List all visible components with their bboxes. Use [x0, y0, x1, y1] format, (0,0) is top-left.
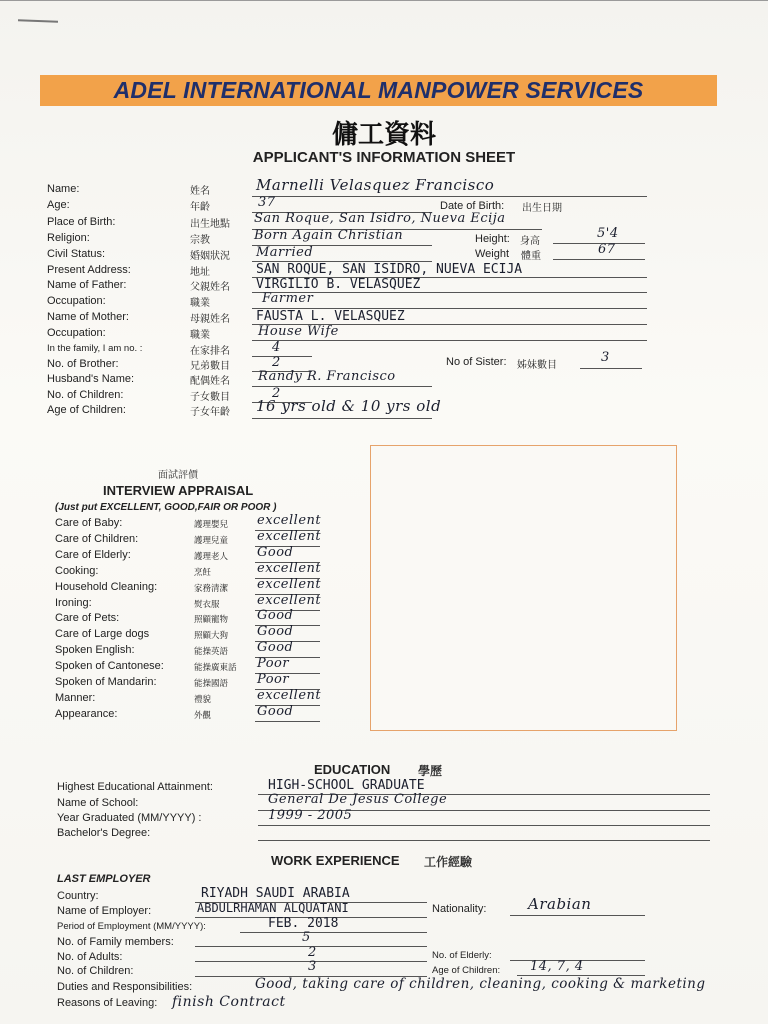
name-line: [252, 196, 647, 197]
mother-value: FAUSTA L. VELASQUEZ: [256, 309, 405, 324]
sisters-label-cn: 姊妹數目: [517, 360, 557, 371]
address-value: SAN ROQUE, SAN ISIDRO, NUEVA ECIJA: [256, 262, 523, 277]
year-label: Year Graduated (MM/YYYY) :: [57, 812, 202, 824]
height-label-cn: 身高: [520, 236, 540, 247]
father-label-cn: 父親姓名: [190, 282, 230, 293]
name-label-cn: 姓名: [190, 186, 210, 197]
father-occupation-label: Occupation:: [47, 295, 106, 307]
appraisal-label-cn: 照顧寵物: [194, 615, 229, 625]
appraisal-label-cn: 能操國語: [194, 679, 229, 689]
adults-value: 2: [308, 945, 317, 960]
husband-value: Randy R. Francisco: [258, 369, 396, 384]
education-title-cn: 學歷: [418, 764, 443, 778]
appraisal-value: Good: [257, 545, 294, 560]
children-label-cn: 子女數目: [190, 392, 230, 403]
appraisal-label-cn: 熨衣服: [194, 600, 220, 610]
appraisal-label: Appearance:: [55, 708, 118, 720]
employer-value: ABDULRHAMAN ALQUATANI: [197, 901, 349, 915]
name-value: Marnelli Velasquez Francisco: [256, 176, 495, 194]
husband-label-cn: 配偶姓名: [190, 376, 230, 387]
school-value: General De Jesus College: [268, 792, 448, 807]
adult-children-value: 3: [308, 959, 317, 974]
appraisal-value: Good: [257, 624, 294, 639]
nationality-value: Arabian: [528, 895, 592, 913]
appraisal-label-cn: 禮貌: [194, 695, 212, 705]
place-of-birth-value: San Roque, San Isidro, Nueva Ecija: [254, 211, 506, 226]
brothers-label-cn: 兄弟數目: [190, 361, 230, 372]
duties-value: Good, taking care of children, cleaning, cooking & marketing: [255, 976, 706, 992]
weight-label: Weight: [475, 248, 510, 260]
mother-occupation-line: [252, 340, 647, 341]
appraisal-value: Good: [257, 704, 294, 719]
family-rank-label-cn: 在家排名: [190, 346, 230, 357]
nationality-line: [510, 915, 645, 916]
religion-label-cn: 宗教: [190, 235, 210, 246]
sheet-title: APPLICANT'S INFORMATION SHEET: [252, 149, 516, 166]
appraisal-value: excellent: [257, 688, 322, 703]
father-label: Name of Father:: [47, 279, 127, 291]
attainment-value: HIGH-SCHOOL GRADUATE: [268, 778, 425, 793]
appraisal-label: Care of Children:: [55, 533, 139, 545]
weight-line: [553, 259, 645, 260]
appraisal-value: Good: [257, 608, 294, 623]
appraisal-label: Manner:: [55, 692, 96, 704]
work-title-cn: 工作經驗: [424, 855, 473, 869]
company-banner: ADEL INTERNATIONAL MANPOWER SERVICES: [40, 75, 717, 106]
children-label: No. of Children:: [47, 389, 124, 401]
civil-status-value: Married: [256, 245, 314, 260]
place-of-birth-label-cn: 出生地點: [190, 219, 230, 230]
age-label: Age:: [47, 199, 70, 211]
employer-children-age-value: 14, 7, 4: [530, 959, 584, 974]
appraisal-label: Care of Baby:: [55, 517, 123, 529]
appraisal-value: Poor: [257, 672, 290, 687]
appraisal-value: excellent: [257, 577, 322, 592]
appraisal-label-cn: 護理兒童: [194, 536, 229, 546]
dob-label-cn: 出生日期: [522, 203, 562, 214]
children-value: 2: [272, 386, 281, 401]
appraisal-value: Poor: [257, 656, 290, 671]
sisters-line: [580, 368, 642, 369]
children-age-label: Age of Children:: [47, 404, 126, 416]
appraisal-label: Ironing:: [55, 597, 92, 609]
name-label: Name:: [47, 183, 80, 195]
appraisal-value: excellent: [257, 561, 322, 576]
mother-occupation-label: Occupation:: [47, 327, 106, 339]
civil-status-label: Civil Status:: [47, 248, 106, 260]
appraisal-title: INTERVIEW APPRAISAL: [103, 483, 254, 498]
mother-occupation-value: House Wife: [258, 324, 339, 339]
father-occupation-value: Farmer: [262, 291, 314, 306]
appraisal-label: Spoken of Cantonese:: [55, 660, 164, 672]
mother-label: Name of Mother:: [47, 311, 129, 323]
appraisal-label: Cooking:: [55, 565, 99, 577]
photo-placeholder: [370, 445, 677, 731]
appraisal-label-cn: 烹飪: [194, 568, 212, 578]
appraisal-value: Good: [257, 640, 294, 655]
period-line: [240, 932, 427, 933]
adults-label: No. of Adults:: [57, 951, 123, 963]
children-age-value: 16 yrs old & 10 yrs old: [256, 397, 442, 415]
family-rank-line: [252, 356, 312, 357]
family-rank-label: In the family, I am no. :: [47, 343, 143, 354]
appraisal-title-cn: 面試評價: [158, 470, 198, 481]
appraisal-label: Spoken of Mandarin:: [55, 676, 157, 688]
sheet-title-chinese: 傭工資料: [331, 120, 436, 150]
mother-label-cn: 母親姓名: [190, 314, 230, 325]
family-rank-value: 4: [272, 340, 281, 355]
country-label: Country:: [57, 890, 99, 902]
sisters-label: No of Sister:: [446, 356, 507, 368]
appraisal-label: Care of Pets:: [55, 612, 120, 624]
religion-label: Religion:: [47, 232, 90, 244]
brothers-value: 2: [272, 355, 281, 370]
family-members-value: 5: [302, 930, 311, 945]
dob-label: Date of Birth:: [440, 200, 505, 212]
religion-value: Born Again Christian: [254, 228, 404, 243]
appraisal-label-cn: 照顧大狗: [194, 631, 229, 641]
duties-label: Duties and Responsibilities:: [57, 981, 193, 993]
appraisal-label-cn: 能操廣東話: [194, 663, 237, 673]
period-label: Period of Employment (MM/YYYY):: [57, 921, 206, 932]
place-of-birth-label: Place of Birth:: [47, 216, 116, 228]
appraisal-value: excellent: [257, 593, 322, 608]
appraisal-label-cn: 外觀: [194, 711, 212, 721]
appraisal-line: [255, 721, 320, 722]
brothers-label: No. of Brother:: [47, 358, 119, 370]
year-line: [258, 825, 710, 826]
employer-label: Name of Employer:: [57, 905, 152, 917]
elderly-label: No. of Elderly:: [432, 950, 492, 961]
leaving-label: Reasons of Leaving:: [57, 997, 158, 1009]
country-value: RIYADH SAUDI ARABIA: [201, 886, 350, 901]
mother-occupation-label-cn: 職業: [190, 330, 210, 341]
appraisal-label: Care of Elderly:: [55, 549, 131, 561]
age-value: 37: [258, 195, 276, 210]
civil-status-label-cn: 婚姻狀況: [190, 251, 230, 262]
children-age-line: [252, 418, 432, 419]
weight-value: 67: [598, 242, 616, 257]
attainment-label: Highest Educational Attainment:: [57, 781, 213, 793]
father-occupation-label-cn: 職業: [190, 298, 210, 309]
appraisal-label-cn: 護理嬰兒: [194, 520, 229, 530]
appraisal-label: Care of Large dogs: [55, 628, 150, 640]
height-label: Height:: [475, 233, 510, 245]
appraisal-label-cn: 護理老人: [194, 552, 229, 562]
height-value: 5'4: [597, 226, 619, 241]
father-value: VIRGILIO B. VELASQUEZ: [256, 277, 421, 292]
appraisal-label: Spoken English:: [55, 644, 135, 656]
bachelor-line: [258, 840, 710, 841]
period-value: FEB. 2018: [268, 916, 339, 931]
education-title: EDUCATION: [314, 762, 391, 777]
year-value: 1999 - 2005: [268, 808, 353, 823]
appraisal-value: excellent: [257, 513, 322, 528]
employer-children-age-label: Age of Children:: [432, 965, 501, 976]
sisters-value: 3: [601, 350, 610, 365]
school-label: Name of School:: [57, 797, 139, 809]
nationality-label: Nationality:: [432, 903, 487, 915]
appraisal-label-cn: 能操英語: [194, 647, 229, 657]
appraisal-label-cn: 家務清潔: [194, 584, 229, 594]
children-age-label-cn: 子女年齡: [190, 407, 230, 418]
age-label-cn: 年齡: [190, 202, 210, 213]
family-members-label: No. of Family members:: [57, 936, 174, 948]
weight-label-cn: 體重: [521, 251, 541, 262]
appraisal-value: excellent: [257, 529, 322, 544]
husband-label: Husband's Name:: [47, 373, 135, 385]
bachelor-label: Bachelor's Degree:: [57, 827, 151, 839]
address-label: Present Address:: [47, 264, 131, 276]
work-title: WORK EXPERIENCE: [271, 853, 400, 868]
paper-edge: [0, 0, 768, 1]
leaving-value: finish Contract: [172, 994, 286, 1010]
last-employer-heading: LAST EMPLOYER: [57, 873, 151, 885]
appraisal-note: (Just put EXCELLENT, GOOD,FAIR OR POOR ): [55, 502, 277, 513]
address-label-cn: 地址: [190, 267, 210, 278]
adult-children-label: No. of Children:: [57, 965, 134, 977]
appraisal-label: Household Cleaning:: [55, 581, 158, 593]
